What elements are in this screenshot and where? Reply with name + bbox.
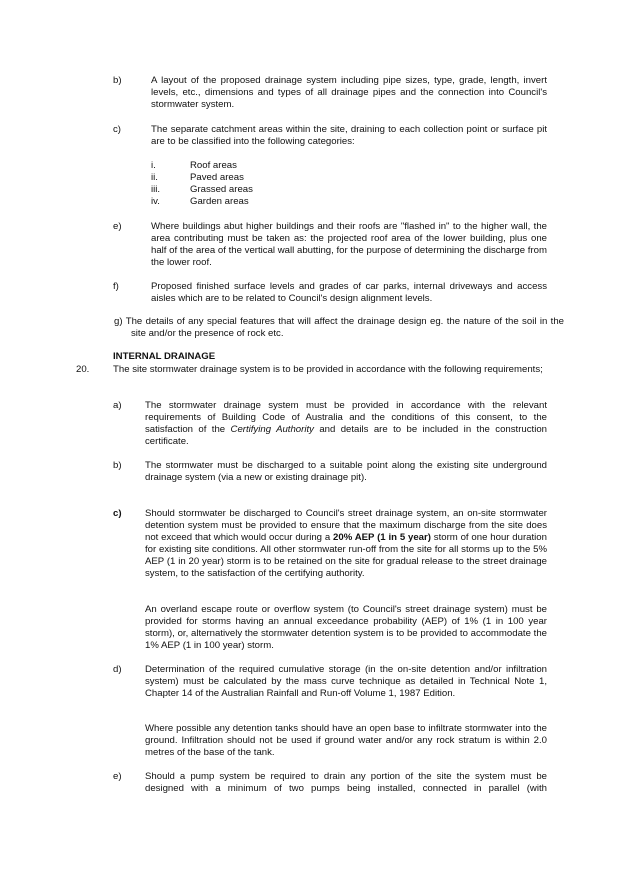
item-f-text: Proposed finished surface levels and grades of car parks, internal driveways and access aisles which are to be related to Council's design alignment levels.: [151, 281, 547, 304]
aep-bold-term: 20% AEP (1 in 5 year): [333, 532, 431, 543]
category-number: i.: [151, 160, 156, 171]
item-e-text: Where buildings abut higher buildings and their roofs are "flashed in" to the higher wall, the area contributing must be taken as: the projected roof area of the lower building, plus one half of the area of the vertical wall abutting, for the purpose of determining the discharge from the lower roof.: [151, 221, 547, 268]
category-number: iii.: [151, 184, 161, 195]
certifying-authority-term: Certifying Authority: [230, 424, 314, 435]
item-d2-text: Determination of the required cumulative storage (in the on-site detention and/or infiltration system) must be calculated by the mass curve technique as detailed in Technical Note 1, Chapter 14 of the Australian Rainfall and Run-off Volume 1, 1987 Edition.: [145, 664, 547, 699]
item-c-label: c): [113, 124, 121, 135]
category-number: ii.: [151, 172, 158, 183]
item-d2-label: d): [113, 664, 122, 675]
item-c-text: The separate catchment areas within the site, draining to each collection point or surface pit are to be classified into the following categories:: [151, 124, 547, 147]
section-intro: The site stormwater drainage system is to be provided in accordance with the following requirements;: [113, 364, 543, 375]
category-number: iv.: [151, 196, 160, 207]
category-text: Paved areas: [190, 172, 244, 183]
item-c2-para2: An overland escape route or overflow system (to Council's street drainage system) must be provided for storms having an annual exceedance probability (AEP) of 1% (1 in 100 year storm), or, alternatively the stormwater detention system is to be provided to accommodate the 1% AEP (1 in 100 year) storm.: [145, 604, 547, 651]
item-c2-text: Should stormwater be discharged to Council's street drainage system, an on-site stormwater detention system must be provided to ensure that the maximum discharge from the site does not exceed that which would occur during a 20% AEP (1 in 5 year) storm of one hour duration for existing site conditions. All other stormwater run-off from the site for all storms up to the 5% AEP (1 in 20 year) storm is to be retained on the site for gradual release to the street drainage system, to the satisfaction of the certifying authority.: [145, 508, 547, 579]
item-a-text: The stormwater drainage system must be provided in accordance with the relevant requirements of Building Code of Australia and the conditions of this consent, to the satisfaction of the Certifying Authority and details are to be included in the construction certificate.: [145, 400, 547, 447]
item-g-text: g) The details of any special features that will affect the drainage design eg. the nature of the soil in the site and/or the presence of rock etc.: [114, 316, 564, 339]
item-f-label: f): [113, 281, 119, 292]
item-e2-label: e): [113, 771, 122, 782]
item-b2-text: The stormwater must be discharged to a suitable point along the existing site underground drainage system (via a new or existing drainage pit).: [145, 460, 547, 483]
item-d2-para2: Where possible any detention tanks should have an open base to infiltrate stormwater into the ground. Infiltration should not be used if ground water and/or any rock stratum is within 2.0 metres of the base of the tank.: [145, 723, 547, 758]
section-number: 20.: [76, 364, 90, 375]
category-text: Roof areas: [190, 160, 237, 171]
item-b-label: b): [113, 75, 122, 86]
category-text: Grassed areas: [190, 184, 253, 195]
category-text: Garden areas: [190, 196, 249, 207]
item-e2-text: Should a pump system be required to drain any portion of the site the system must be designed with a minimum of two pumps being installed, connected in parallel (with: [145, 771, 547, 794]
item-b2-label: b): [113, 460, 122, 471]
section-heading: INTERNAL DRAINAGE: [113, 351, 216, 362]
item-b-text: A layout of the proposed drainage system including pipe sizes, type, grade, length, invert levels, etc., dimensions and types of all drainage pipes and the connection into Council's stormwater system.: [151, 75, 547, 110]
item-e-label: e): [113, 221, 122, 232]
item-c2-label: c): [113, 508, 122, 519]
item-a-label: a): [113, 400, 122, 411]
